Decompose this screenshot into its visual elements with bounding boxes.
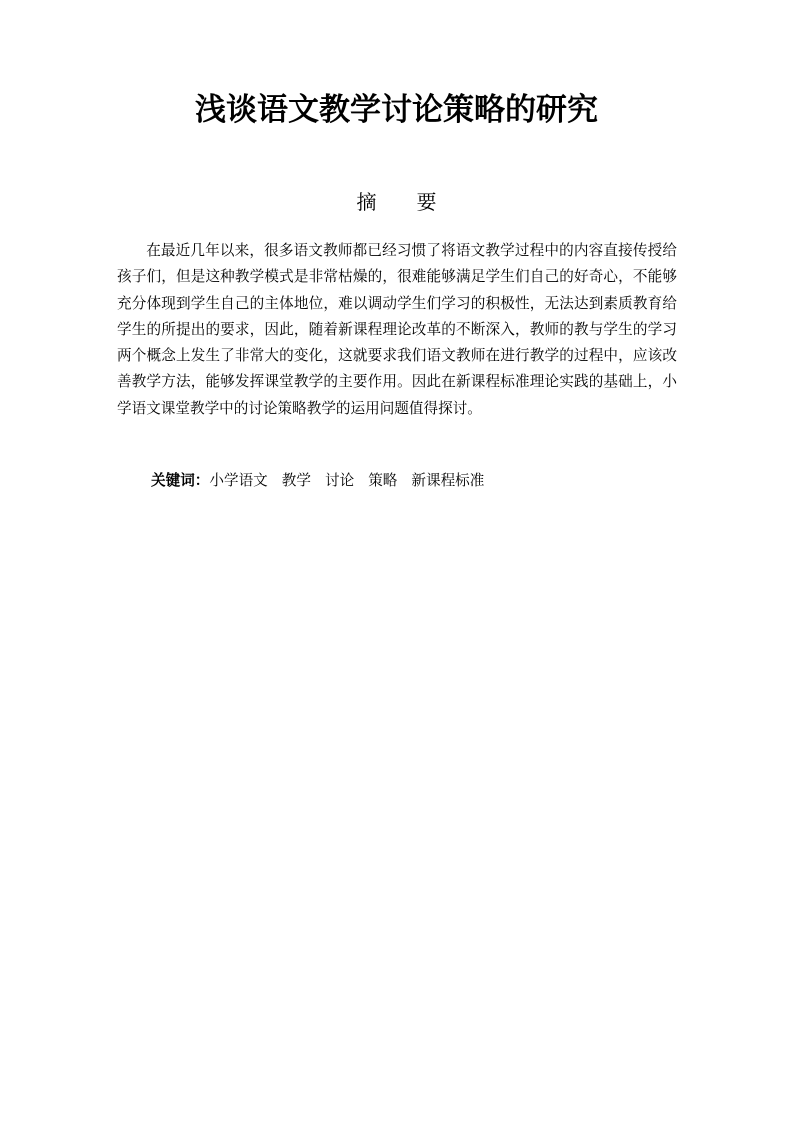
keyword-item: 策略 [368,472,398,489]
abstract-heading-first-char: 摘 [356,190,377,214]
keyword-item: 教学 [281,472,311,489]
document-title: 浅谈语文教学讨论策略的研究 [195,92,598,128]
abstract-heading-second-char: 要 [416,190,437,214]
keyword-item: 讨论 [324,472,355,489]
keywords-line [151,468,484,494]
keyword-item: 小学语文 [209,472,268,489]
keyword-item: 新课程标准 [411,472,485,489]
keywords-label: 关键词： [151,472,210,489]
abstract-heading [0,187,793,217]
abstract-paragraph: 在最近几年以来，很多语文教师都已经习惯了将语文教学过程中的内容直接传授给孩子们，但是这种教学模式是非常枯燥的，很难能够满足学生们自己的好奇心，不能够充分体现到学生自己的主体地位，难以调动学生们学习的积极性，无法达到素质教育给学生的所提出的要求，因此，随着新课程理论改革的不断深入，教师的教与学生的学习两个概念上发生了非常大的变化，这就要求我们语文教师在进行教学的过程中，应该改善教学方法，能够发挥课堂教学的主要作用。因此在新课程标准理论实践的基础上，小学语文课堂教学中的讨论策略教学的运用问题值得探讨。 [117,242,677,417]
